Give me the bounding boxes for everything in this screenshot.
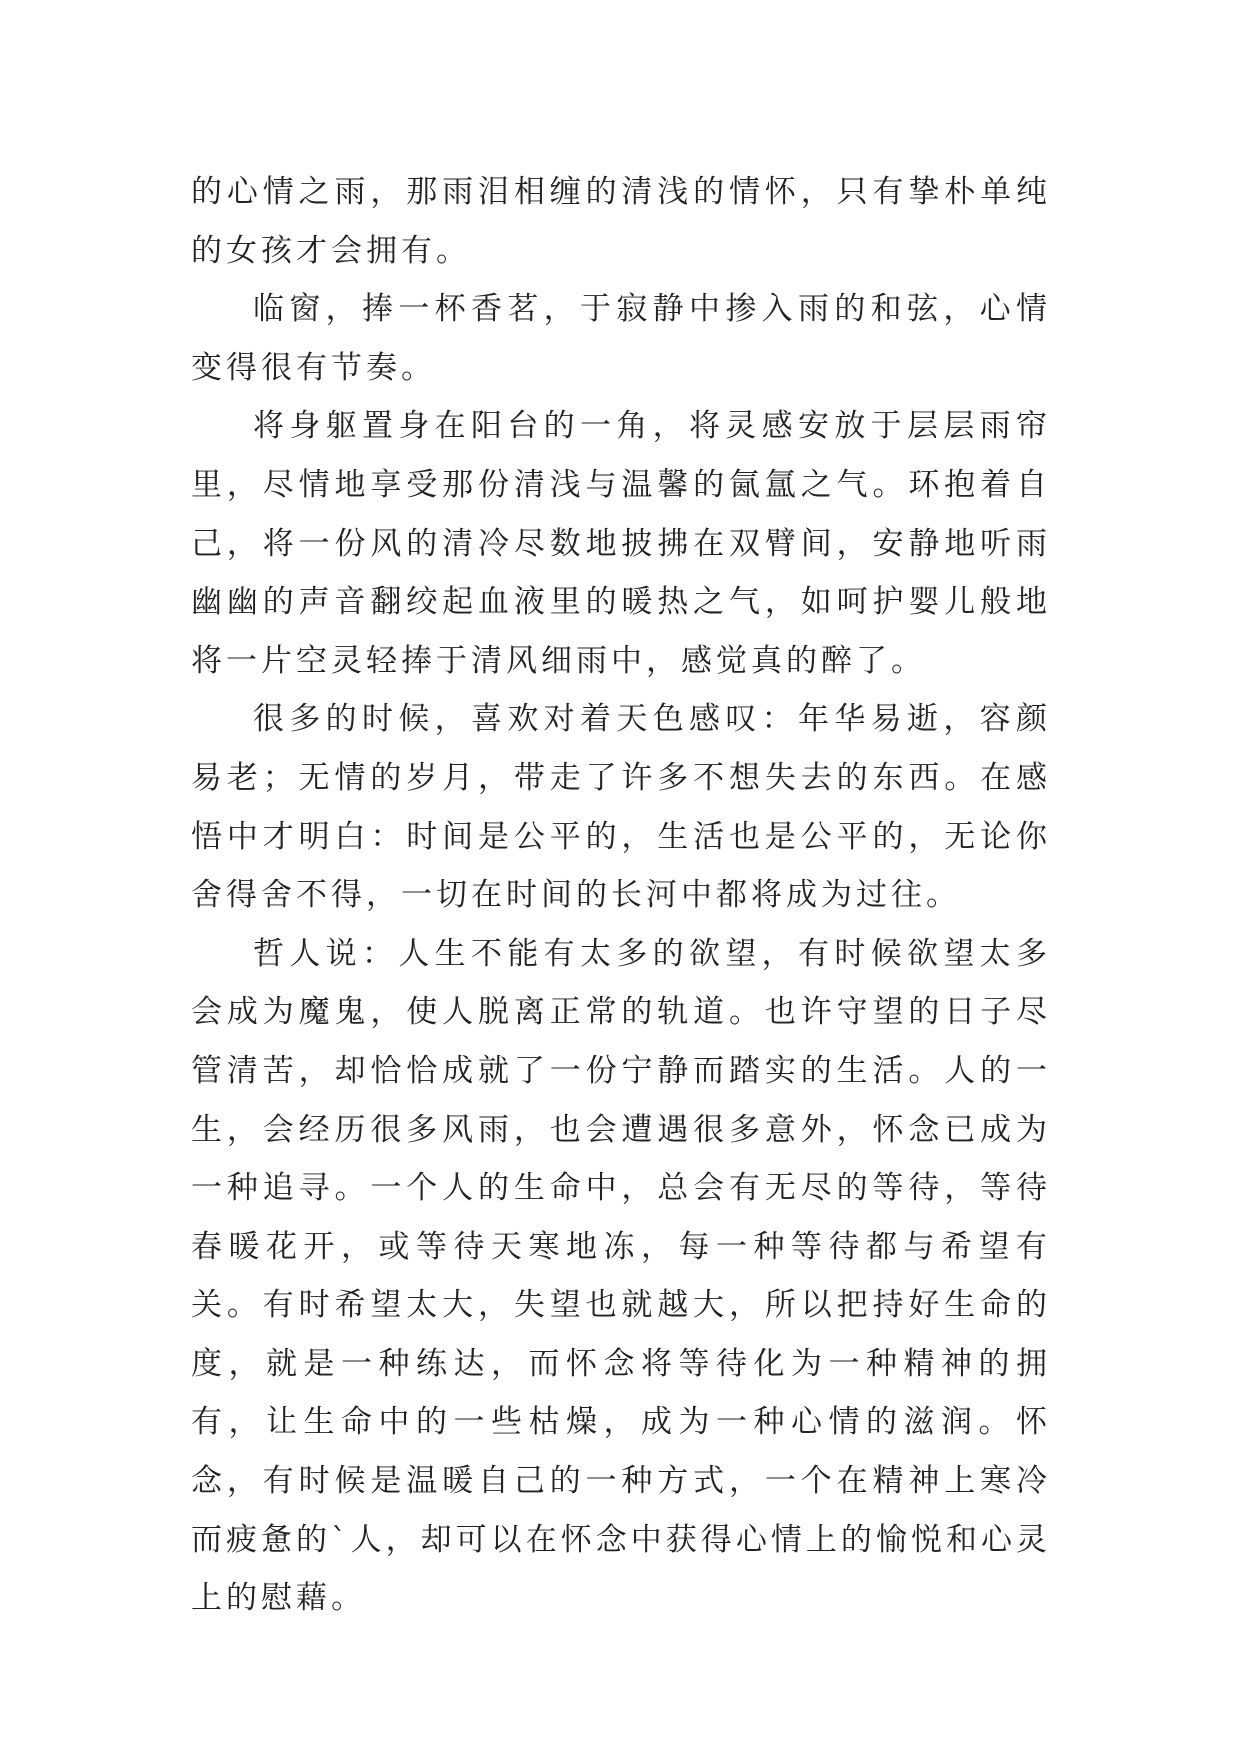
paragraph-5: 哲人说：人生不能有太多的欲望，有时候欲望太多会成为魔鬼，使人脱离正常的轨道。也许守望的日子尽管清苦，却恰恰成就了一份宁静而踏实的生活。人的一生，会经历很多风雨，也会遭遇很多意外，怀念已成为一种追寻。一个人的生命中，总会有无尽的等待，等待春暖花开，或等待天寒地冻，每一种等待都与希望有关。有时希望太大，失望也就越大，所以把持好生命的度，就是一种练达，而怀念将等待化为一种精神的拥有，让生命中的一些枯燥，成为一种心情的滋润。怀念，有时候是温暖自己的一种方式，一个在精神上寒冷而疲惫的`人，却可以在怀念中获得心情上的愉悦和心灵上的慰藉。 <box>191 935 1051 1617</box>
document-body <box>191 163 1051 1628</box>
paragraph-2: 临窗，捧一杯香茗，于寂静中掺入雨的和弦，心情变得很有节奏。 <box>191 291 1051 386</box>
paragraph-1: 的心情之雨，那雨泪相缠的清浅的情怀，只有挚朴单纯的女孩才会拥有。 <box>191 174 1051 269</box>
paragraph-3: 将身躯置身在阳台的一角，将灵感安放于层层雨帘里，尽情地享受那份清浅与温馨的氤氲之气。环抱着自己，将一份风的清冷尽数地披拂在双臂间，安静地听雨幽幽的声音翻绞起血液里的暖热之气，如呵护婴儿般地将一片空灵轻捧于清风细雨中，感觉真的醉了。 <box>191 408 1051 679</box>
paragraph-4: 很多的时候，喜欢对着天色感叹：年华易逝，容颜易老；无情的岁月，带走了许多不想失去的东西。在感悟中才明白：时间是公平的，生活也是公平的，无论你舍得舍不得，一切在时间的长河中都将成为过往。 <box>191 701 1051 914</box>
